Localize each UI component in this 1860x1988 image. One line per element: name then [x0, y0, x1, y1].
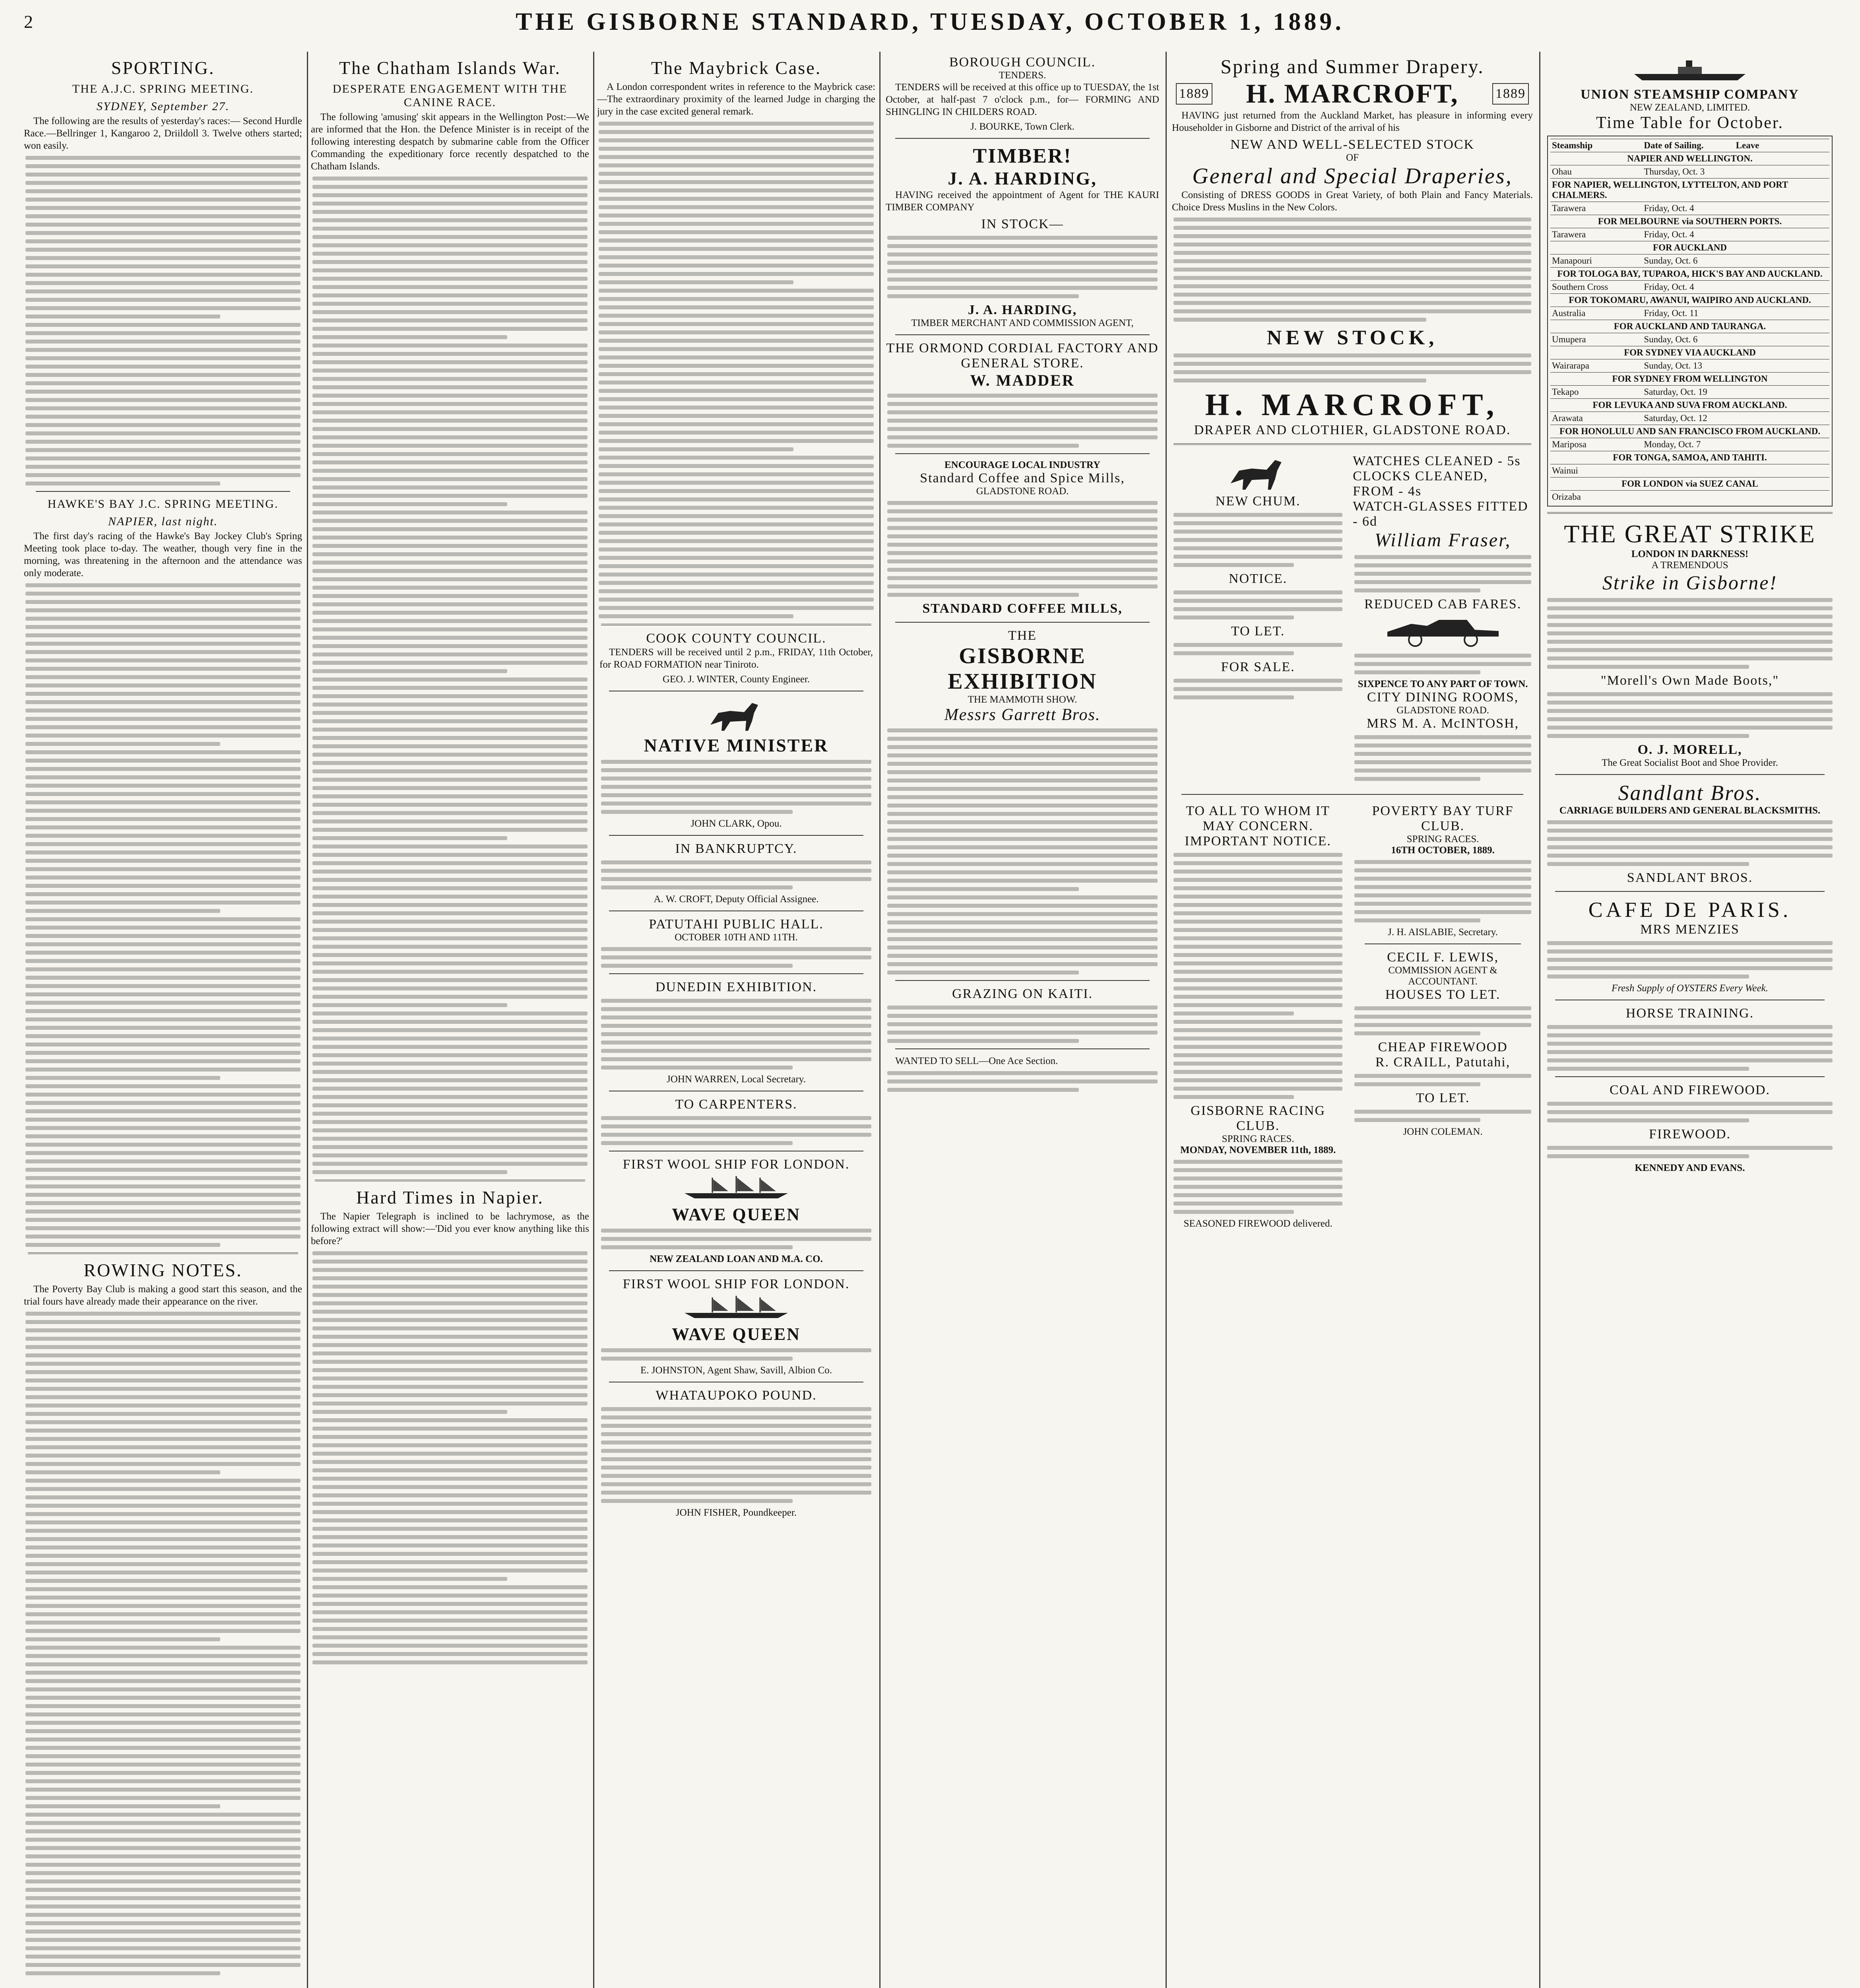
council-signature: GEO. J. WINTER, County Engineer.: [662, 674, 810, 685]
timetable-body: [1550, 152, 1829, 503]
column-sporting: [24, 52, 302, 1988]
lewis-title: COMMISSION AGENT & ACCOUNTANT.: [1388, 965, 1497, 987]
column-rule: [879, 52, 881, 1988]
oysters-line: Fresh Supply of OYSTERS Every Week.: [1612, 983, 1768, 994]
timber-text: HAVING received the appointment of Agent for THE KAURI TIMBER COMPANY: [886, 190, 1159, 213]
ship-agents: E. JOHNSTON, Agent Shaw, Savill, Albion Co.: [640, 1365, 832, 1376]
sandlant-name: Sandlant Bros.: [1618, 781, 1762, 805]
exhibition-word: EXHIBITION: [948, 669, 1097, 694]
marcroft-name: H. MARCROFT,: [1246, 78, 1459, 109]
timetable: [1547, 136, 1833, 507]
timetable-ship: Southern Cross: [1552, 282, 1608, 292]
timetable-date: Friday, Oct. 4: [1644, 203, 1694, 213]
craill-name: R. CRAILL, Patutahi,: [1375, 1055, 1511, 1070]
mcintosh-name: MRS M. A. McINTOSH,: [1367, 716, 1519, 731]
timetable-date: Friday, Oct. 4: [1644, 282, 1694, 292]
timetable-destination: FOR TOLOGA BAY, TUPAROA, HICK'S BAY AND AUCKLAND.: [1550, 267, 1829, 280]
timetable-title: Time Table for October.: [1596, 114, 1784, 132]
great-strike: THE GREAT STRIKE: [1564, 520, 1816, 548]
article-text: The Poverty Bay Club is making a good start this season, and the trial fours have already made their appearance on the river.: [24, 1284, 302, 1307]
dining-rooms-title: CITY DINING ROOMS,: [1367, 690, 1519, 705]
text-block: [311, 1251, 589, 1664]
coffee-mills-name: STANDARD COFFEE MILLS,: [922, 601, 1123, 616]
timetable-row: [1550, 165, 1829, 178]
wanted-text: WANTED TO SELL—One Ace Section.: [895, 1056, 1058, 1066]
timetable-ship: Manapouri: [1552, 256, 1592, 266]
spice-mills-title: Standard Coffee and Spice Mills,: [920, 471, 1125, 485]
column-rule: [1539, 52, 1540, 1988]
sandlant-sub: CARRIAGE BUILDERS AND GENERAL BLACKSMITHS.: [1559, 805, 1821, 816]
clocks-cleaned: CLOCKS CLEANED, FROM - 4s: [1353, 469, 1488, 499]
horse-training-title: HORSE TRAINING.: [1625, 1006, 1754, 1021]
darkness-line: LONDON IN DARKNESS!: [1631, 549, 1749, 559]
racing-club-date: MONDAY, NOVEMBER 11th, 1889.: [1180, 1145, 1336, 1155]
timetable-destination: FOR TOKOMARU, AWANUI, WAIPIRO AND AUCKLAND.: [1550, 293, 1829, 307]
dining-rooms-address: GLADSTONE ROAD.: [1396, 705, 1490, 716]
morell-name: O. J. MORELL,: [1637, 742, 1742, 757]
hall-dates: OCTOBER 10TH AND 11TH.: [675, 932, 798, 943]
column-maybrick: [597, 52, 875, 1988]
timetable-ship: Umupera: [1552, 334, 1586, 344]
timetable-date: Friday, Oct. 11: [1644, 308, 1699, 318]
timetable-ship: Wainui: [1552, 466, 1578, 476]
strike-line: Strike in Gisborne!: [1602, 571, 1778, 594]
sailing-ship-icon: [677, 1295, 796, 1319]
marcroft-address: DRAPER AND CLOTHIER, GLADSTONE ROAD.: [1194, 423, 1511, 437]
in-stock: IN STOCK—: [981, 217, 1064, 231]
turf-club-signature: J. H. AISLABIE, Secretary.: [1388, 927, 1498, 938]
text-block: [311, 177, 589, 1174]
menzies-name: MRS MENZIES: [1640, 922, 1740, 937]
dateline: NAPIER, last night.: [108, 515, 218, 528]
stallion-name: NATIVE MINISTER: [644, 735, 829, 755]
article-text: A London correspondent writes in reference to the Maybrick case:—The extraordinary proximity of the learned Judge in charging the jury in the case excited general remark.: [597, 82, 875, 117]
article-text: The first day's racing of the Hawke's Bay Jockey Club's Spring Meeting took place to-day. The weather, though very fine in the morning, was threatening in the afternoon and the attendance was only moderate.: [24, 531, 302, 579]
timetable-row: [1550, 280, 1829, 293]
cab-fares-title: REDUCED CAB FARES.: [1364, 597, 1522, 612]
morells-boots: "Morell's Own Made Boots,": [1600, 673, 1779, 688]
timber-heading: TIMBER!: [973, 145, 1072, 167]
timetable-destination: FOR MELBOURNE via SOUTHERN PORTS.: [1550, 215, 1829, 228]
timetable-destination: FOR TONGA, SAMOA, AND TAHITI.: [1550, 451, 1829, 464]
harding-title: TIMBER MERCHANT AND COMMISSION AGENT,: [911, 318, 1134, 328]
ship-ad-title: FIRST WOOL SHIP FOR LONDON.: [623, 1277, 850, 1291]
timetable-ship: Tarawera: [1552, 203, 1586, 213]
garrett-bros: Messrs Garrett Bros.: [944, 706, 1101, 724]
impounded-title: WHATAUPOKO POUND.: [656, 1388, 817, 1403]
madder-name: W. MADDER: [970, 371, 1075, 389]
drapery-subtitle: General and Special Draperies,: [1192, 164, 1513, 188]
page-number: 2: [24, 12, 33, 32]
timetable-date: Friday, Oct. 4: [1644, 229, 1694, 239]
council-text: TENDERS will be received until 2 p.m., FRIDAY, 11th October, for ROAD FORMATION near Tiniroto.: [599, 647, 873, 670]
new-stock-line: NEW AND WELL-SELECTED STOCK: [1230, 137, 1475, 152]
article-text: The following 'amusing' skit appears in the Wellington Post:—We are informed that the Hon. the Defence Minister is in receipt of the following interesting despatch by submarine cable from the Officer Commanding the expeditionary force recently despatched to the Chatham Islands.: [311, 112, 589, 172]
to-let-title-2: TO LET.: [1416, 1091, 1470, 1105]
houses-to-let: HOUSES TO LET.: [1385, 987, 1501, 1002]
timetable-destination: NAPIER AND WELLINGTON.: [1550, 152, 1829, 165]
cab-icon: [1379, 612, 1507, 648]
timetable-destination: FOR AUCKLAND AND TAURANGA.: [1550, 320, 1829, 333]
racing-club-title: GISBORNE RACING CLUB.: [1191, 1103, 1325, 1133]
timetable-row: [1550, 333, 1829, 346]
timetable-date: Thursday, Oct. 3: [1644, 167, 1705, 177]
dateline: SYDNEY, September 27.: [96, 100, 230, 113]
seasoned-firewood: SEASONED FIREWOOD delivered.: [1183, 1218, 1332, 1229]
horse-icon: [1226, 454, 1290, 492]
timetable-date: Sunday, Oct. 6: [1644, 256, 1698, 266]
timetable-ship: Mariposa: [1552, 439, 1587, 449]
dunedin-title: DUNEDIN EXHIBITION.: [655, 980, 817, 994]
timetable-ship: Tekapo: [1552, 387, 1579, 397]
lewis-name: CECIL F. LEWIS,: [1387, 950, 1499, 965]
turf-club-sub: SPRING RACES.: [1406, 834, 1479, 845]
tremendous-line: A TREMENDOUS: [1651, 560, 1728, 571]
stallion-name: NEW CHUM.: [1215, 494, 1301, 509]
morell-tagline: The Great Socialist Boot and Shoe Provider.: [1602, 757, 1778, 768]
for-sale-title: FOR SALE.: [1221, 660, 1295, 674]
timetable-destination: FOR LEVUKA AND SUVA FROM AUCKLAND.: [1550, 398, 1829, 412]
section-heading: The Maybrick Case.: [651, 58, 822, 78]
council-title: BOROUGH COUNCIL.: [949, 55, 1096, 70]
spice-mills-address: GLADSTONE ROAD.: [976, 486, 1069, 497]
cafe-title: CAFE DE PARIS.: [1588, 898, 1792, 922]
council-title: COOK COUNTY COUNCIL.: [646, 631, 826, 646]
subheading: THE A.J.C. SPRING MEETING.: [72, 82, 254, 95]
section-heading: The Chatham Islands War.: [339, 58, 561, 78]
carpenters-title: TO CARPENTERS.: [675, 1097, 797, 1112]
section-heading: ROWING NOTES.: [83, 1260, 242, 1280]
steamship-icon: [1630, 58, 1749, 82]
council-signature: J. BOURKE, Town Clerk.: [970, 121, 1074, 132]
union-steamship-title: UNION STEAMSHIP COMPANY: [1581, 87, 1799, 102]
cordial-title: THE ORMOND CORDIAL FACTORY AND GENERAL STORE.: [886, 341, 1159, 371]
timetable-row: [1550, 438, 1829, 451]
hall-title: PATUTAHI PUBLIC HALL.: [649, 917, 824, 932]
exhibition-gisborne: GISBORNE: [959, 644, 1086, 668]
watch-glasses: WATCH-GLASSES FITTED - 6d: [1353, 499, 1528, 529]
impound-signature: JOHN FISHER, Poundkeeper.: [675, 1507, 797, 1518]
to-let-title: TO LET.: [1231, 624, 1285, 639]
timetable-destination: FOR HONOLULU AND SAN FRANCISCO FROM AUCKLAND.: [1550, 425, 1829, 438]
timetable-row: [1550, 202, 1829, 215]
column-chatham: [311, 52, 589, 1988]
timetable-header: Steamship Date of Sailing. Leave: [1550, 139, 1829, 152]
drapery-title: Spring and Summer Drapery.: [1220, 55, 1484, 78]
important-notice: IMPORTANT NOTICE.: [1185, 834, 1331, 848]
turf-club-date: 16TH OCTOBER, 1889.: [1391, 845, 1495, 856]
timetable-destination: FOR NAPIER, WELLINGTON, LYTTELTON, AND PORT CHALMERS.: [1550, 178, 1829, 202]
to-all-title: TO ALL TO WHOM IT MAY CONCERN.: [1186, 804, 1330, 833]
marcroft-name-2: H. MARCROFT,: [1205, 387, 1500, 422]
harding-name-2: J. A. HARDING,: [968, 303, 1077, 317]
masthead: [0, 0, 1860, 48]
coal-title: COAL AND FIREWOOD.: [1609, 1083, 1770, 1097]
column-borough: [883, 52, 1162, 1988]
fraser-name: William Fraser,: [1374, 530, 1511, 551]
council-text: TENDERS will be received at this office up to TUESDAY, the 1st October, at half-past 7 o'clock p.m., for— FORMING AND SHINGLING IN CHILDERS ROAD.: [886, 82, 1159, 117]
text-block: [24, 583, 302, 1247]
section-heading: Hard Times in Napier.: [356, 1187, 544, 1208]
turf-club-title: POVERTY BAY TURF CLUB.: [1372, 804, 1514, 833]
newspaper-page: [24, 52, 1837, 1988]
timetable-destination: FOR SYDNEY FROM WELLINGTON: [1550, 372, 1829, 385]
timetable-row: [1550, 254, 1829, 267]
column-marcroft: [1170, 52, 1535, 1988]
column-union-steamship: [1543, 52, 1837, 1988]
timetable-row: [1550, 307, 1829, 320]
timetable-row: [1550, 359, 1829, 372]
subheading: HAWKE'S BAY J.C. SPRING MEETING.: [47, 497, 279, 511]
subheading: DESPERATE ENGAGEMENT WITH THE CANINE RACE.: [332, 82, 568, 109]
timetable-date: Sunday, Oct. 6: [1644, 334, 1698, 344]
of-word: OF: [1346, 152, 1359, 163]
new-stock: NEW STOCK,: [1267, 326, 1438, 349]
ship-agents: NEW ZEALAND LOAN AND M.A. CO.: [650, 1254, 823, 1264]
timetable-date: [1644, 492, 1828, 502]
notice-title: NOTICE.: [1229, 571, 1288, 586]
cheap-firewood: CHEAP FIREWOOD: [1378, 1040, 1508, 1054]
grazing-title: GRAZING ON KAITI.: [952, 986, 1093, 1001]
year-left: 1889: [1176, 83, 1212, 105]
text-block: [24, 156, 302, 485]
text-block: [597, 122, 875, 618]
timetable-row: [1550, 385, 1829, 398]
timetable-ship: Ohau: [1552, 167, 1572, 177]
ship-name: WAVE QUEEN: [672, 1324, 801, 1344]
timetable-row: [1550, 490, 1829, 503]
timetable-date: Sunday, Oct. 13: [1644, 361, 1703, 371]
ship-ad-title: FIRST WOOL SHIP FOR LONDON.: [623, 1157, 850, 1172]
bankruptcy-title: IN BANKRUPTCY.: [675, 841, 797, 856]
council-sub: TENDERS.: [999, 70, 1046, 81]
sandlant-signature: SANDLANT BROS.: [1627, 870, 1753, 885]
industry-banner: ENCOURAGE LOCAL INDUSTRY: [944, 460, 1101, 470]
column-rule: [307, 52, 308, 1988]
exhibition-the: THE: [1008, 628, 1037, 643]
timetable-row: [1550, 412, 1829, 425]
timetable-ship: Tarawera: [1552, 229, 1586, 239]
timetable-destination: FOR LONDON via SUEZ CANAL: [1550, 477, 1829, 490]
timetable-date: Saturday, Oct. 12: [1644, 413, 1707, 423]
drapery-text: Consisting of DRESS GOODS in Great Variety, of both Plain and Fancy Materials. Choice Dress Muslins in the New Colors.: [1172, 190, 1533, 213]
coleman-name: JOHN COLEMAN.: [1403, 1126, 1483, 1137]
union-steamship-sub: NEW ZEALAND, LIMITED.: [1629, 102, 1750, 113]
timetable-ship: Australia: [1552, 308, 1586, 318]
timetable-destination: FOR AUCKLAND: [1550, 241, 1829, 254]
sailing-ship-icon: [677, 1175, 796, 1199]
year-right: 1889: [1492, 83, 1529, 105]
firewood-title: FIREWOOD.: [1649, 1127, 1731, 1142]
kennedy-evans: KENNEDY AND EVANS.: [1635, 1163, 1745, 1173]
timetable-date: Saturday, Oct. 19: [1644, 387, 1707, 397]
timetable-row: [1550, 228, 1829, 241]
exhibition-tagline: THE MAMMOTH SHOW.: [968, 694, 1077, 705]
section-heading: SPORTING.: [111, 58, 215, 78]
watches-cleaned: WATCHES CLEANED - 5s: [1353, 454, 1521, 468]
timetable-destination: FOR SYDNEY VIA AUCKLAND: [1550, 346, 1829, 359]
harding-name: J. A. HARDING,: [948, 168, 1097, 188]
horse-icon: [706, 697, 766, 733]
racing-club-sub: SPRING RACES.: [1222, 1134, 1294, 1144]
timetable-ship: Wairarapa: [1552, 361, 1589, 371]
ship-name: WAVE QUEEN: [672, 1205, 801, 1224]
text-block: [24, 1312, 302, 1975]
sixpence-line: SIXPENCE TO ANY PART OF TOWN.: [1358, 679, 1528, 689]
stallion-signature: JOHN CLARK, Opou.: [690, 818, 782, 829]
timetable-ship: Orizaba: [1552, 492, 1581, 502]
dunedin-signature: JOHN WARREN, Local Secretary.: [667, 1074, 806, 1085]
timetable-date: Monday, Oct. 7: [1644, 439, 1701, 449]
marcroft-intro: HAVING just returned from the Auckland Market, has pleasure in informing every Householder in Gisborne and District of the arrival of his: [1172, 110, 1533, 133]
timetable-ship: Arawata: [1552, 413, 1583, 423]
column-rule: [1166, 52, 1167, 1988]
article-text: The following are the results of yesterday's races:— Second Hurdle Race.—Bellringer 1, Kangaroo 2, Driildoll 3. Twelve others started; won easily.: [24, 116, 302, 151]
column-rule: [593, 52, 594, 1988]
newspaper-title: THE GISBORNE STANDARD, TUESDAY, OCTOBER 1, 1889.: [516, 8, 1344, 35]
timetable-date: [1644, 466, 1828, 476]
article-text: The Napier Telegraph is inclined to be lachrymose, as the following extract will show:—'Did you ever know anything like this before?': [311, 1211, 589, 1246]
timetable-row: [1550, 464, 1829, 477]
bankruptcy-signature: A. W. CROFT, Deputy Official Assignee.: [654, 894, 819, 905]
